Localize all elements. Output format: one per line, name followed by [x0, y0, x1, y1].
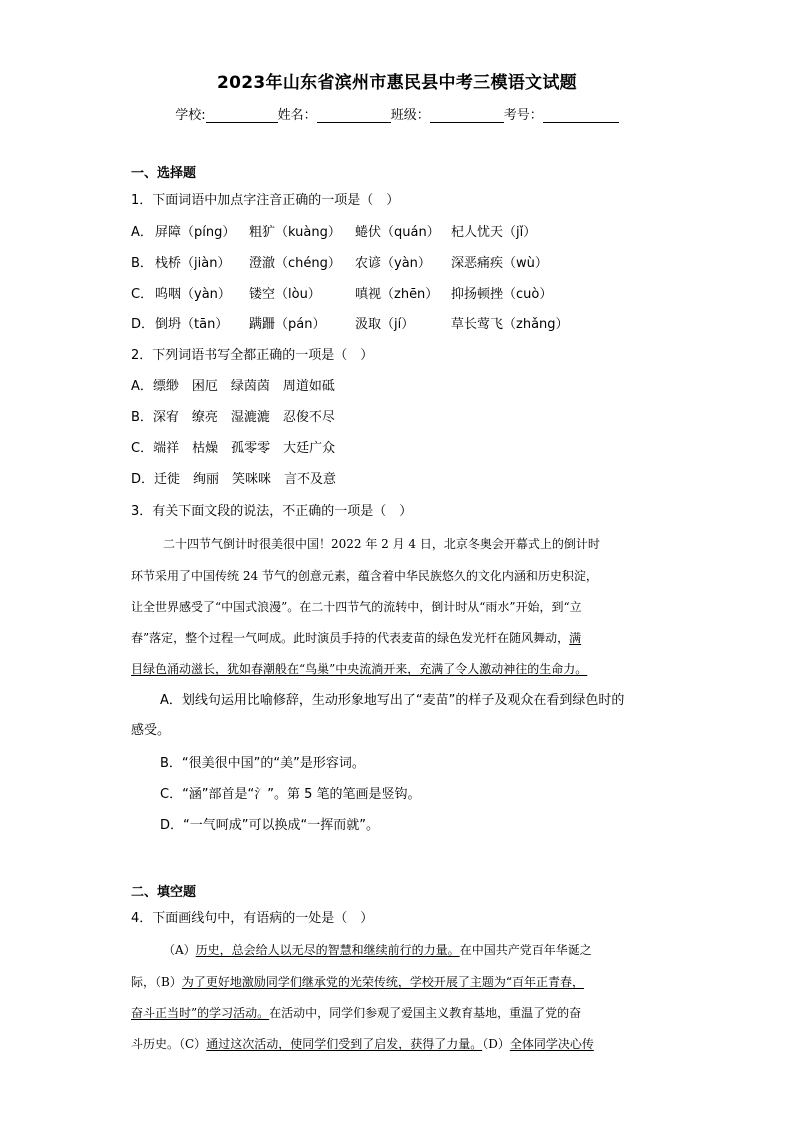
option-text: 缥缈 困厄 绿茵茵 周道如砥: [152, 379, 335, 394]
passage-line: [163, 941, 663, 959]
question-2-stem: 2．下列词语书写全都正确的一项是（ ）: [131, 348, 374, 363]
class-blank[interactable]: [430, 108, 504, 123]
school-label: 学校:: [175, 108, 206, 123]
passage-line: 二十四节气倒计时很美很中国！2022 年 2 月 4 日，北京冬奥会开幕式上的倒计时: [163, 537, 600, 551]
label-c: 斗历史。（C）: [131, 1037, 207, 1051]
passage-line: [131, 973, 667, 991]
name-blank[interactable]: [317, 108, 391, 123]
section-heading-choice: 一、选择题: [131, 166, 197, 181]
question-2-option-a[interactable]: [131, 378, 335, 396]
option-text: 迁徙 绚丽 笑咪咪 言不及意: [154, 472, 337, 487]
option-word: 蜷伏（quán）: [355, 225, 440, 240]
option-word: 倒坍（tān）: [155, 317, 229, 332]
question-2-option-c[interactable]: [131, 440, 335, 458]
option-text: 深宥 缭亮 湿漉漉 忍俊不尽: [152, 410, 335, 425]
underlined-sentence: 为了更好地激励同学们继承党的光荣传统，学校开展了主题为“百年正青春，: [181, 975, 584, 989]
option-letter: D．: [131, 317, 155, 332]
question-3-stem: 3．有关下面文段的说法，不正确的一项是（ ）: [131, 504, 413, 519]
option-letter: A．: [131, 225, 153, 240]
passage-line: [131, 1035, 667, 1053]
question-3-option-c[interactable]: C．“涵”部首是“氵”。第 5 笔的笔画是竖钩。: [160, 787, 421, 802]
underlined-sentence: 全体同学决心传: [509, 1037, 594, 1051]
question-3-option-d[interactable]: D．“一气呵成”可以换成“一挥而就”。: [160, 818, 379, 833]
option-word: 农谚（yàn）: [355, 256, 431, 271]
passage-line: [131, 629, 667, 647]
passage-text: 在中国共产党百年华诞之: [459, 943, 592, 957]
passage-line: 让全世界感受了“中国式浪漫”。在二十四节气的流转中，倒计时从“雨水”开始，到“立: [131, 600, 582, 614]
exam-no-label: 考号：: [503, 108, 543, 123]
option-word: 杞人忧天（jǐ）: [451, 225, 537, 240]
option-word: 嗔视（zhēn）: [355, 287, 439, 302]
passage-line: [131, 1004, 667, 1022]
option-text: 端祥 枯燥 孤零零 大廷广众: [153, 441, 336, 456]
underlined-sentence: 通过这次活动，使同学们受到了启发，获得了力量。: [206, 1037, 483, 1051]
question-2-option-b[interactable]: [131, 409, 335, 427]
question-4-stem: 4．下面画线句中，有语病的一处是（ ）: [131, 911, 374, 926]
question-2-option-d[interactable]: [131, 471, 336, 489]
passage-text: 春”落定，整个过程一气呵成。此时演员手持的代表麦苗的绿色发光杆在随风舞动，: [131, 631, 570, 645]
name-label: 姓名：: [277, 108, 317, 123]
student-info-row: [0, 104, 794, 123]
option-word: 粗犷（kuàng）: [249, 225, 341, 240]
option-word: 汲取（jí）: [355, 317, 415, 332]
option-word: 屏障（píng）: [155, 225, 236, 240]
underlined-sentence: 历史，总会给人以无尽的智慧和继续前行的力量。: [195, 943, 460, 957]
option-word: 澄澈（chéng）: [249, 256, 341, 271]
option-letter: D．: [131, 472, 155, 487]
option-letter: C．: [131, 287, 154, 302]
option-word: 深恶痛疾（wù）: [451, 256, 548, 271]
school-blank[interactable]: [206, 108, 278, 123]
section-heading-fill: 二、填空题: [131, 885, 197, 900]
exam-no-blank[interactable]: [543, 108, 619, 123]
question-3-option-b[interactable]: B．“很美很中国”的“美”是形容词。: [160, 756, 365, 771]
passage-text: 在活动中，同学们参观了爱国主义教育基地，重温了党的奋: [269, 1006, 582, 1020]
option-letter: A．: [131, 379, 153, 394]
label-b: 际，（B）: [131, 975, 182, 989]
option-letter: B．: [131, 410, 153, 425]
option-word: 镂空（lòu）: [249, 287, 321, 302]
option-letter: C．: [131, 441, 154, 456]
underlined-sentence: 满: [569, 631, 582, 645]
option-word: 呜咽（yàn）: [155, 287, 231, 302]
question-1-stem: 1．下面词语中加点字注音正确的一项是（ ）: [131, 193, 400, 208]
question-3-option-a-cont: 感受。: [131, 723, 171, 738]
class-label: 班级：: [390, 108, 430, 123]
page-title: 2023年山东省滨州市惠民县中考三模语文试题: [217, 73, 577, 93]
label-d: （D）: [482, 1037, 510, 1051]
passage-line: 环节采用了中国传统 24 节气的创意元素，蕴含着中华民族悠久的文化内涵和历史积淀，: [131, 569, 598, 583]
underlined-sentence: 奋斗正当时”的学习活动。: [131, 1006, 270, 1020]
underlined-sentence: 目绿色涌动滋长，犹如春潮般在“鸟巢”中央流淌开来，充满了令人激动神往的生命力。: [131, 662, 588, 676]
option-word: 抑扬顿挫（cuò）: [451, 287, 553, 302]
label-a: （A）: [163, 943, 196, 957]
option-letter: B．: [131, 256, 153, 271]
option-word: 蹒跚（pán）: [249, 317, 326, 332]
question-3-option-a[interactable]: A．划线句运用比喻修辞，生动形象地写出了“麦苗”的样子及观众在看到绿色时的: [160, 693, 625, 708]
option-word: 草长莺飞（zhǎng）: [451, 317, 569, 332]
option-word: 栈桥（jiàn）: [155, 256, 231, 271]
